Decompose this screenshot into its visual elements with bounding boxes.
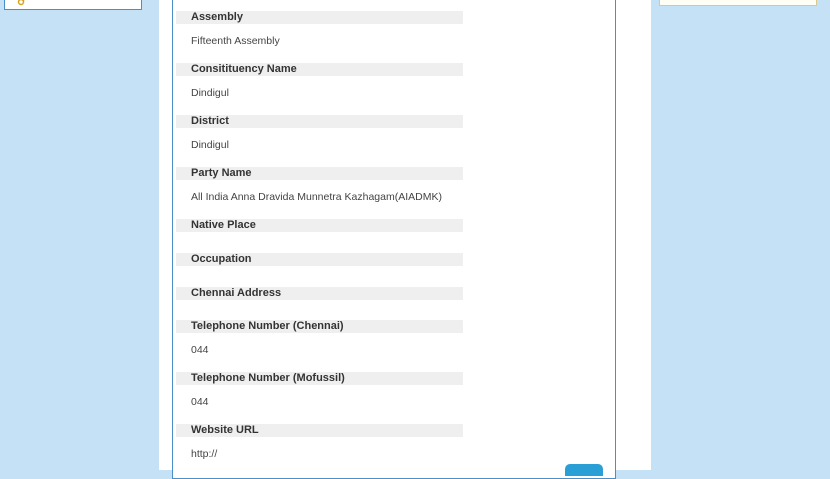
field-website-url: [176, 424, 463, 461]
field-label: Telephone Number (Chennai): [176, 320, 463, 333]
right-info-box: [659, 0, 817, 6]
field-value: Dindigul: [191, 87, 229, 99]
back-to-top-button[interactable]: [565, 464, 603, 476]
field-label: Telephone Number (Mofussil): [176, 372, 463, 385]
field-party-name: [176, 167, 463, 204]
field-telephone-mofussil: [176, 372, 463, 409]
field-value: Dindigul: [191, 139, 229, 151]
field-label: District: [176, 115, 463, 128]
field-label: Native Place: [176, 219, 463, 232]
field-telephone-chennai: [176, 320, 463, 357]
key-icon[interactable]: [17, 0, 31, 7]
field-label: Party Name: [176, 167, 463, 180]
field-value[interactable]: http://: [191, 448, 218, 460]
field-chennai-address: [176, 287, 463, 311]
field-label: Occupation: [176, 253, 463, 266]
field-label: Website URL: [176, 424, 463, 437]
field-label: Chennai Address: [176, 287, 463, 300]
field-value: All India Anna Dravida Munnetra Kazhagam(AIADMK): [191, 191, 442, 203]
field-district: [176, 115, 463, 152]
field-value: 044: [191, 344, 209, 356]
field-native-place: [176, 219, 463, 243]
field-occupation: [176, 253, 463, 277]
field-label: Consitituency Name: [176, 63, 463, 76]
field-constituency-name: [176, 63, 463, 100]
field-label: Assembly: [176, 11, 463, 24]
field-assembly: [176, 11, 463, 48]
left-menu-box: [4, 0, 142, 10]
field-value: 044: [191, 396, 209, 408]
field-value: Fifteenth Assembly: [191, 35, 280, 47]
